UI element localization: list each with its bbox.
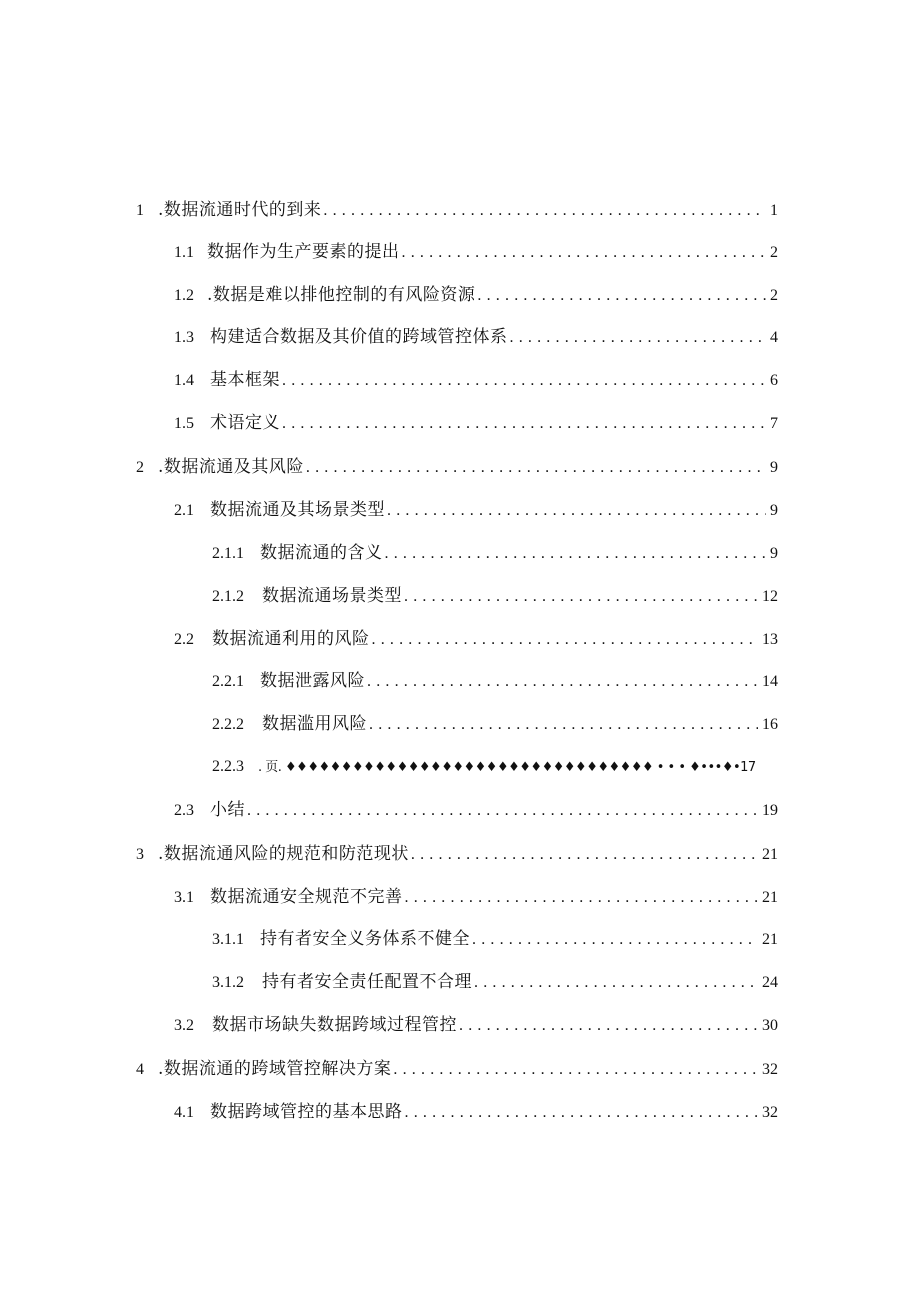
toc-entry-title: 数据流通利用的风险 (212, 629, 370, 649)
toc-dot-leader (404, 584, 758, 610)
toc-entry-title: 数据泄露风险 (260, 671, 365, 691)
toc-entry-1-5[interactable] (174, 410, 778, 436)
toc-entry-title: 数据流通场景类型 (262, 586, 402, 606)
toc-entry-number: 2.2 (174, 631, 194, 648)
toc-entry-page: 19 (762, 802, 778, 819)
toc-entry-number: 1.4 (174, 372, 194, 389)
toc-dot-leader (369, 712, 758, 738)
toc-entry-number: 1.2 (174, 287, 194, 304)
toc-dot-leader (474, 970, 758, 996)
toc-entry-3-1-1[interactable] (212, 926, 778, 952)
toc-entry-2-1-2[interactable] (212, 583, 778, 609)
toc-entry-page: 12 (762, 588, 778, 605)
toc-entry-number: 1.1 (174, 244, 194, 261)
toc-entry-title: .数据流通时代的到来 (158, 200, 322, 220)
toc-entry-page: 13 (762, 631, 778, 648)
toc-entry-title: .数据是难以排他控制的有风险资源 (207, 285, 476, 305)
toc-entry-number: 2.1 (174, 502, 194, 519)
toc-entry-number: 3.2 (174, 1017, 194, 1034)
toc-entry-1[interactable] (136, 197, 778, 223)
toc-dot-leader (372, 627, 759, 653)
toc-dot-leader (510, 325, 767, 351)
toc-entry-2[interactable] (136, 454, 778, 480)
toc-entry-title: .数据流通的跨域管控解决方案 (158, 1059, 392, 1079)
toc-entry-number: 2.2.3 (212, 758, 244, 775)
toc-entry-number: 1.5 (174, 415, 194, 432)
toc-entry-title: 持有者安全责任配置不合理 (262, 972, 472, 992)
toc-entry-2-1-1[interactable] (212, 540, 778, 566)
toc-entry-title: 小结 (210, 800, 245, 820)
toc-entry-number: 2.1.1 (212, 545, 244, 562)
toc-entry-3-1-2[interactable] (212, 969, 778, 995)
toc-dot-leader (405, 885, 759, 911)
toc-entry-2-2-3[interactable] (212, 754, 778, 780)
toc-entry-number: 3.1.1 (212, 931, 244, 948)
toc-entry-number: 3.1.2 (212, 974, 244, 991)
toc-dot-leader (393, 1057, 758, 1083)
toc-entry-title: 数据作为生产要素的提出 (207, 242, 400, 262)
toc-entry-number: 2 (136, 459, 144, 476)
toc-entry-title: 数据市场缺失数据跨域过程管控 (212, 1015, 457, 1035)
toc-entry-page: 9 (770, 545, 778, 562)
toc-dot-leader (385, 541, 767, 567)
toc-entry-number: 2.2.1 (212, 673, 244, 690)
toc-dot-leader (459, 1013, 758, 1039)
toc-entry-4-1[interactable] (174, 1099, 778, 1125)
toc-dot-leader (323, 198, 766, 224)
toc-dot-leader (411, 842, 758, 868)
toc-entry-page: 6 (770, 372, 778, 389)
toc-entry-1-1[interactable] (174, 239, 778, 265)
toc-entry-page: 9 (770, 502, 778, 519)
toc-entry-title: 数据流通及其场景类型 (210, 500, 385, 520)
toc-dot-leader (402, 240, 767, 266)
toc-entry-title: 数据流通安全规范不完善 (210, 887, 403, 907)
toc-entry-page: 24 (762, 974, 778, 991)
toc-entry-title: 术语定义 (210, 413, 280, 433)
toc-entry-1-4[interactable] (174, 367, 778, 393)
toc-entry-page: 21 (762, 931, 778, 948)
toc-entry-page: 16 (762, 716, 778, 733)
toc-entry-page: 1 (770, 202, 778, 219)
toc-dot-leader (405, 1100, 759, 1126)
toc-entry-title: 数据跨域管控的基本思路 (210, 1102, 403, 1122)
toc-entry-number: 3 (136, 846, 144, 863)
toc-dot-leader (387, 498, 766, 524)
toc-entry-number: 2.1.2 (212, 588, 244, 605)
toc-entry-title: 构建适合数据及其价值的跨域管控体系 (210, 327, 508, 347)
toc-dot-leader (282, 368, 766, 394)
toc-entry-number: 4.1 (174, 1104, 194, 1121)
toc-entry-4[interactable] (136, 1056, 778, 1082)
toc-entry-3[interactable] (136, 841, 778, 867)
toc-entry-2-3[interactable] (174, 797, 778, 823)
toc-entry-number: 2.3 (174, 802, 194, 819)
toc-entry-3-1[interactable] (174, 884, 778, 910)
toc-entry-page: 14 (762, 673, 778, 690)
toc-entry-page: 2 (770, 287, 778, 304)
toc-entry-title: . 页. ♦♦♦♦♦♦♦♦♦♦♦♦♦♦♦♦♦♦♦♦♦♦♦♦♦♦♦♦♦♦♦♦♦ • • • ♦•••♦•17 (258, 760, 756, 775)
toc-entry-number: 1 (136, 202, 144, 219)
toc-entry-title: 数据滥用风险 (262, 714, 367, 734)
toc-entry-1-2[interactable] (174, 282, 778, 308)
toc-entry-2-2-2[interactable] (212, 711, 778, 737)
toc-entry-page: 9 (770, 459, 778, 476)
toc-entry-page: 7 (770, 415, 778, 432)
toc-entry-2-1[interactable] (174, 497, 778, 523)
toc-entry-title: 基本框架 (210, 370, 280, 390)
toc-entry-title: .数据流通及其风险 (158, 457, 304, 477)
toc-dot-leader (282, 411, 766, 437)
toc-entry-2-2[interactable] (174, 626, 778, 652)
toc-entry-number: 4 (136, 1061, 144, 1078)
toc-dot-leader (472, 927, 758, 953)
toc-entry-page: 30 (762, 1017, 778, 1034)
toc-dot-leader (477, 283, 766, 309)
toc-entry-page: 4 (770, 329, 778, 346)
toc-entry-3-2[interactable] (174, 1012, 778, 1038)
toc-entry-page: 2 (770, 244, 778, 261)
toc-entry-number: 1.3 (174, 329, 194, 346)
toc-entry-number: 2.2.2 (212, 716, 244, 733)
toc-entry-page: 21 (762, 889, 778, 906)
toc-entry-page: 21 (762, 846, 778, 863)
toc-dot-leader (247, 798, 758, 824)
toc-dot-leader (367, 669, 758, 695)
toc-entry-1-3[interactable] (174, 324, 778, 350)
toc-entry-title: .数据流通风险的规范和防范现状 (158, 844, 409, 864)
toc-entry-title: 持有者安全义务体系不健全 (260, 929, 470, 949)
toc-dot-leader (306, 455, 766, 481)
toc-entry-2-2-1[interactable] (212, 668, 778, 694)
toc-entry-page: 32 (762, 1104, 778, 1121)
toc-entry-title: 数据流通的含义 (260, 543, 383, 563)
toc-entry-number: 3.1 (174, 889, 194, 906)
toc-entry-page: 32 (762, 1061, 778, 1078)
